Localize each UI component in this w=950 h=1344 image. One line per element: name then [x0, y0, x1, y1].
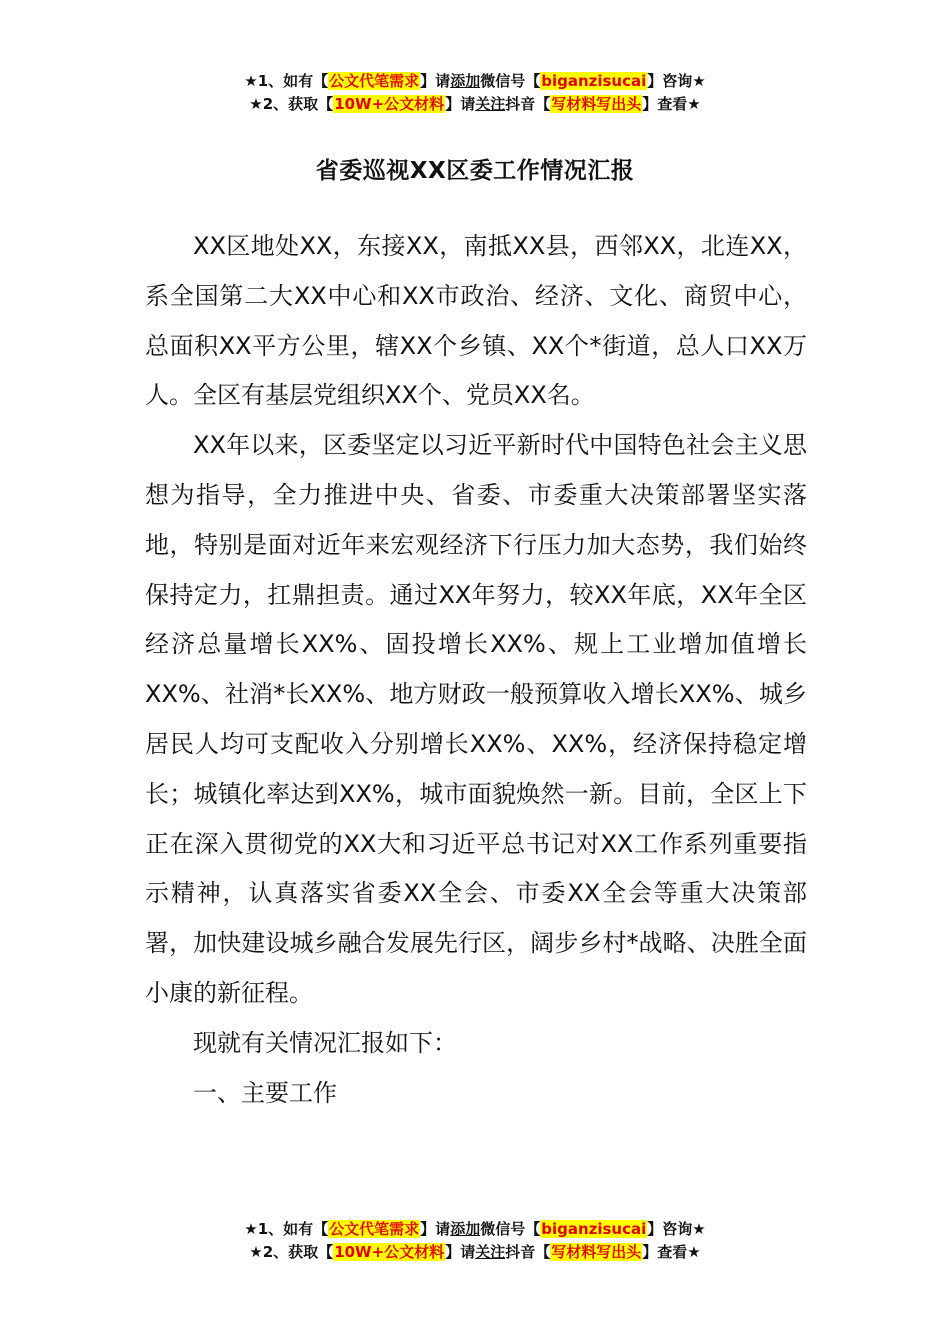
banner-highlight-materials: 10W+公文材料 [334, 95, 445, 113]
paragraph-intro: 现就有关情况汇报如下： [193, 1028, 457, 1057]
paragraph-achievements: XX年以来，区委坚定以习近平新时代中国特色社会主义思想为指导，全力推进中央、省委、市委重大决策部署坚实落地，特别是面对近年来宏观经济下行压力加大态势，我们始终保持定力，扛鼎担责。通过XX年努力，较XX年底，XX年全区经济总量增长XX%、固投增长XX%、规上工业增加值增长XX%、社消*长XX%、地方财政一般预算收入增长XX%、城乡居民人均可支配收入分别增长XX%、XX%，经济保持稳定增长；城镇化率达到XX%，城市面貌焕然一新。目前，全区上下正在深入贯彻党的XX大和习近平总书记对XX工作系列重要指示精神，认真落实省委XX全会、市委XX全会等重大决策部署，加快建设城乡融合发展先行区，阔步乡村*战略、决胜全面小康的新征程。 [145, 431, 807, 1007]
header-banner [0, 70, 950, 116]
banner-highlight-wechat-id: biganzisucai [541, 72, 647, 90]
document-title: 省委巡视XX区委工作情况汇报 [315, 158, 635, 184]
banner-highlight-service: 公文代笔需求 [329, 72, 420, 90]
footer-banner [0, 1218, 950, 1264]
banner-highlight-douyin: 写材料写出头 [551, 1243, 642, 1261]
section-heading: 一、主要工作 [193, 1078, 337, 1107]
banner-line-1: ★1、如有【公文代笔需求】请添加微信号【biganzisucai】咨询★ [244, 1220, 706, 1238]
document-body [145, 222, 807, 1118]
banner-line-2: ★2、获取【10W+公文材料】请关注抖音【写材料写出头】查看★ [249, 1243, 701, 1261]
paragraph-overview: XX区地处XX，东接XX，南抵XX县，西邻XX，北连XX，系全国第二大XX中心和XX市政治、经济、文化、商贸中心，总面积XX平方公里，辖XX个乡镇、XX个*街道，总人口XX万人。全区有基层党组织XX个、党员XX名。 [145, 232, 807, 410]
banner-line-2: ★2、获取【10W+公文材料】请关注抖音【写材料写出头】查看★ [249, 95, 701, 113]
banner-highlight-douyin: 写材料写出头 [551, 95, 642, 113]
banner-highlight-service: 公文代笔需求 [329, 1220, 420, 1238]
banner-highlight-wechat-id: biganzisucai [541, 1220, 647, 1238]
banner-highlight-materials: 10W+公文材料 [334, 1243, 445, 1261]
banner-line-1: ★1、如有【公文代笔需求】请添加微信号【biganzisucai】咨询★ [244, 72, 706, 90]
